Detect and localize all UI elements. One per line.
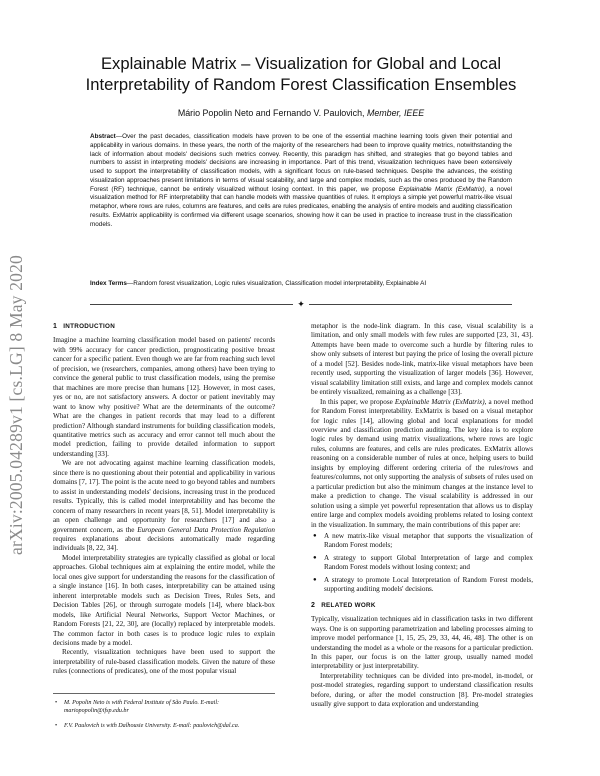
paragraph-text: In this paper, we propose <box>320 397 395 406</box>
paragraph: metaphor is the node-link diagram. In this case, visual scalability is a limitation, and only small models with few rules are supported [23, 31, 43]. Attempts have been made to overcome such a hurdle by filtering rules to show only subsets of interest but paying the price of losing the overall picture of a model [52]. Besides node-link, matrix-like visual metaphors have been recently used, supporting the visualization of larger models [36]. However, visual scalability limitation still exists, and large and complex models cannot be entirely visualized, remaining as a challenge [33]. <box>311 322 533 397</box>
arxiv-identifier: arXiv:2005.04289v1 [cs.LG] 8 May 2020 <box>6 255 26 555</box>
abstract-text-1: —Over the past decades, classification models have proven to be one of the essential machine learning tools given their potential and applicability in various domains. In these years, the north of the majority of the researchers had been to improve quality metrics, notwithstanding the lack of information about models' decisions such metrics convey. Recently, this paradigm has shifted, and strategies that go beyond tables and numbers to assist in interpreting models' decisions are increasing in importance. Part of this trend, visualization techniques have been extensively used to support the interpretability of classification models, with a significant focus on rule-based techniques. Despite the advances, the existing visualization approaches present limitations in terms of visual scalability, and large and complex models, such as the ones produced by the Random Forest (RF) technique, cannot be entirely visualized without losing context. In this paper, we propose <box>90 133 512 193</box>
index-terms-label: Index Terms <box>90 280 127 287</box>
paragraph-text: , a novel method for Random Forest interpretability. ExMatrix is based on a visual metaphor for logic rules [14], allowing global and local explanations for model overview and classification prediction auditing. The key idea is to explore logic rules by demand using matrix visualizations, where rows are logic rules, columns are features, and cells are rules predicates. ExMatrix allows reasoning on a considerable number of rules at once, helping users to build insights by employing different ordering criteria of the rules/rows and features/columns, not only supporting the analysis of subsets of rules used on a particular prediction but also the minimum changes at the instance level to make a prediction to change. The visual scalability is addressed in our solution using a simple yet powerful representation that allows us to display entire large and complex models avoiding problems related to losing context in the visualization. In summary, the main contributions of this paper are: <box>311 397 534 529</box>
section-divider <box>90 300 512 310</box>
author-names: Mário Popolin Neto and Fernando V. Paulovich, <box>177 108 365 118</box>
paragraph-text: We are not advocating against machine learning classification models, since there is no questioning about their potential and applicability in various domains [7, 17]. The point is the acute need to go beyond tables and numbers to assist in understanding models' decisions, increasing trust in the produced results. Typically, this is called model interpretability and has become the concern of many researchers in recent years [8, 51]. Model interpretability is an open challenge and opportunity for researchers [17] and also a government concern, as the <box>53 459 275 534</box>
paragraph-emphasis: Explainable Matrix (ExMatrix) <box>394 397 485 406</box>
footnote-2: • F.V. Paulovich is with Dalhousie University. E-mail: paulovich@dal.ca. <box>53 722 275 730</box>
index-terms <box>90 280 512 289</box>
list-item: ● A strategy to promote Local Interpretation of Random Forest models, supporting auditing models' decisions. <box>324 576 533 595</box>
paragraph <box>311 398 533 530</box>
divider-line-left <box>90 304 293 305</box>
paragraph <box>53 459 275 554</box>
abstract-text-2: , a novel visualization method for RF interpretability that can handle models with massive quantities of rules. It employs a simple yet powerful matrix-like visual metaphor, where rows are rules, columns are features, and cells are rules predicates, enabling the analysis of entire models and auditing classification results. ExMatrix applicability is confirmed via different usage scenarios, showing how it can be used in practice to increase trust in the classification models. <box>90 185 512 228</box>
paper-title: Explainable Matrix – Visualization for Global and Local Interpretability of Random Forest Classification Ensembles <box>85 54 517 94</box>
divider-line-right <box>309 304 512 305</box>
paragraph: Imagine a machine learning classification model based on patients' records with 99% accuracy for cancer prediction, prognosticating positive breast cancer for a specific patient. Even though we are far from reaching such level of precision, we (researchers, companies, among others) have been trying to convince the general public to trust classification models, using the premise that machines are more precise than humans [12]. However, in most cases, yes or no, are not satisfactory answers. A doctor or patient inevitably may want to know why positive? What are the determinants of the outcome? What are the changes in patient records that may lead to a different prediction? Although standard instruments for building classification models, quantitative metrics such as accuracy and error cannot tell much about the model prediction, failing to provide detailed information to support understanding [33]. <box>53 336 275 458</box>
footnote-1 <box>53 699 275 716</box>
abstract-label: Abstract <box>90 133 116 140</box>
abstract <box>90 133 512 229</box>
left-column <box>53 322 275 677</box>
section-number: 1 <box>53 323 58 330</box>
section-heading-related-work <box>311 601 533 610</box>
footnote-text: M. Popolin Neto is with Federal Institute of São Paulo. E-mail: <box>64 700 220 706</box>
paragraph: Interpretability techniques can be divided into pre-model, in-model, or post-model strategies, regarding support to understand classification results before, during, or after the model construction [8]. Pre-model strategies usually give support to data exploration and understanding <box>311 671 533 709</box>
footnote-email: mariopopolin@ifsp.edu.br <box>64 708 129 715</box>
footnotes <box>53 699 275 736</box>
paragraph: Typically, visualization techniques aid in classification tasks in two different ways. One is on supporting parametrization and labeling processes aiming to improve model performance [1, 15, 25, 29, 33, 44, 46, 48]. The other is on understanding the model as a whole or the reasons for a particular prediction. In this paper, our focus is on the latter group, usually named model interpretability or just interpretability. <box>311 615 533 671</box>
footnote-rule <box>53 693 275 694</box>
section-heading-introduction <box>53 322 275 331</box>
section-title: RELATED WORK <box>321 601 376 609</box>
paragraph: Recently, visualization techniques have been used to support the interpretability of rule-based classification models. Given the nature of these rules (connections of predicates), one of the most popular visual <box>53 648 275 676</box>
section-title: INTRODUCTION <box>63 323 116 330</box>
right-column <box>311 322 533 710</box>
paragraph-text: requires explanations about decisions automatically made regarding individuals [8, 22, 34]. <box>53 534 275 553</box>
abstract-emphasis: Explainable Matrix (ExMatrix) <box>398 185 485 193</box>
divider-ornament: ✦ <box>297 299 305 309</box>
paper-authors <box>70 108 532 118</box>
paragraph-emphasis: European General Data Protection Regulation <box>137 525 275 534</box>
section-number: 2 <box>311 601 316 609</box>
list-item: ● A strategy to support Global Interpretation of large and complex Random Forest models without losing context; and <box>324 554 533 573</box>
index-terms-text: —Random forest visualization, Logic rules visualization, Classification model interpretability, Explainable AI <box>126 280 427 287</box>
paragraph: Model interpretability strategies are typically classified as global or local approaches. Global techniques aim at explaining the entire model, while the local ones give support for understanding the reasons for the classification of a single instance [16]. In both cases, interpretability can be attained using inherent interpretable models such as Decision Trees, Rules Sets, and Decision Tables [26], or through surrogate models [14], where black-box models, like Artificial Neural Networks, Support Vector Machines, or Random Forests [21, 22, 30], are (locally) replaced by interpretable models. The common factor in both cases is to produce logic rules to explain decisions made by a model. <box>53 553 275 647</box>
contributions-list <box>311 532 533 595</box>
list-item: ● A new matrix-like visual metaphor that supports the visualization of Random Forest models; <box>324 532 533 551</box>
author-role: Member, IEEE <box>364 108 425 118</box>
